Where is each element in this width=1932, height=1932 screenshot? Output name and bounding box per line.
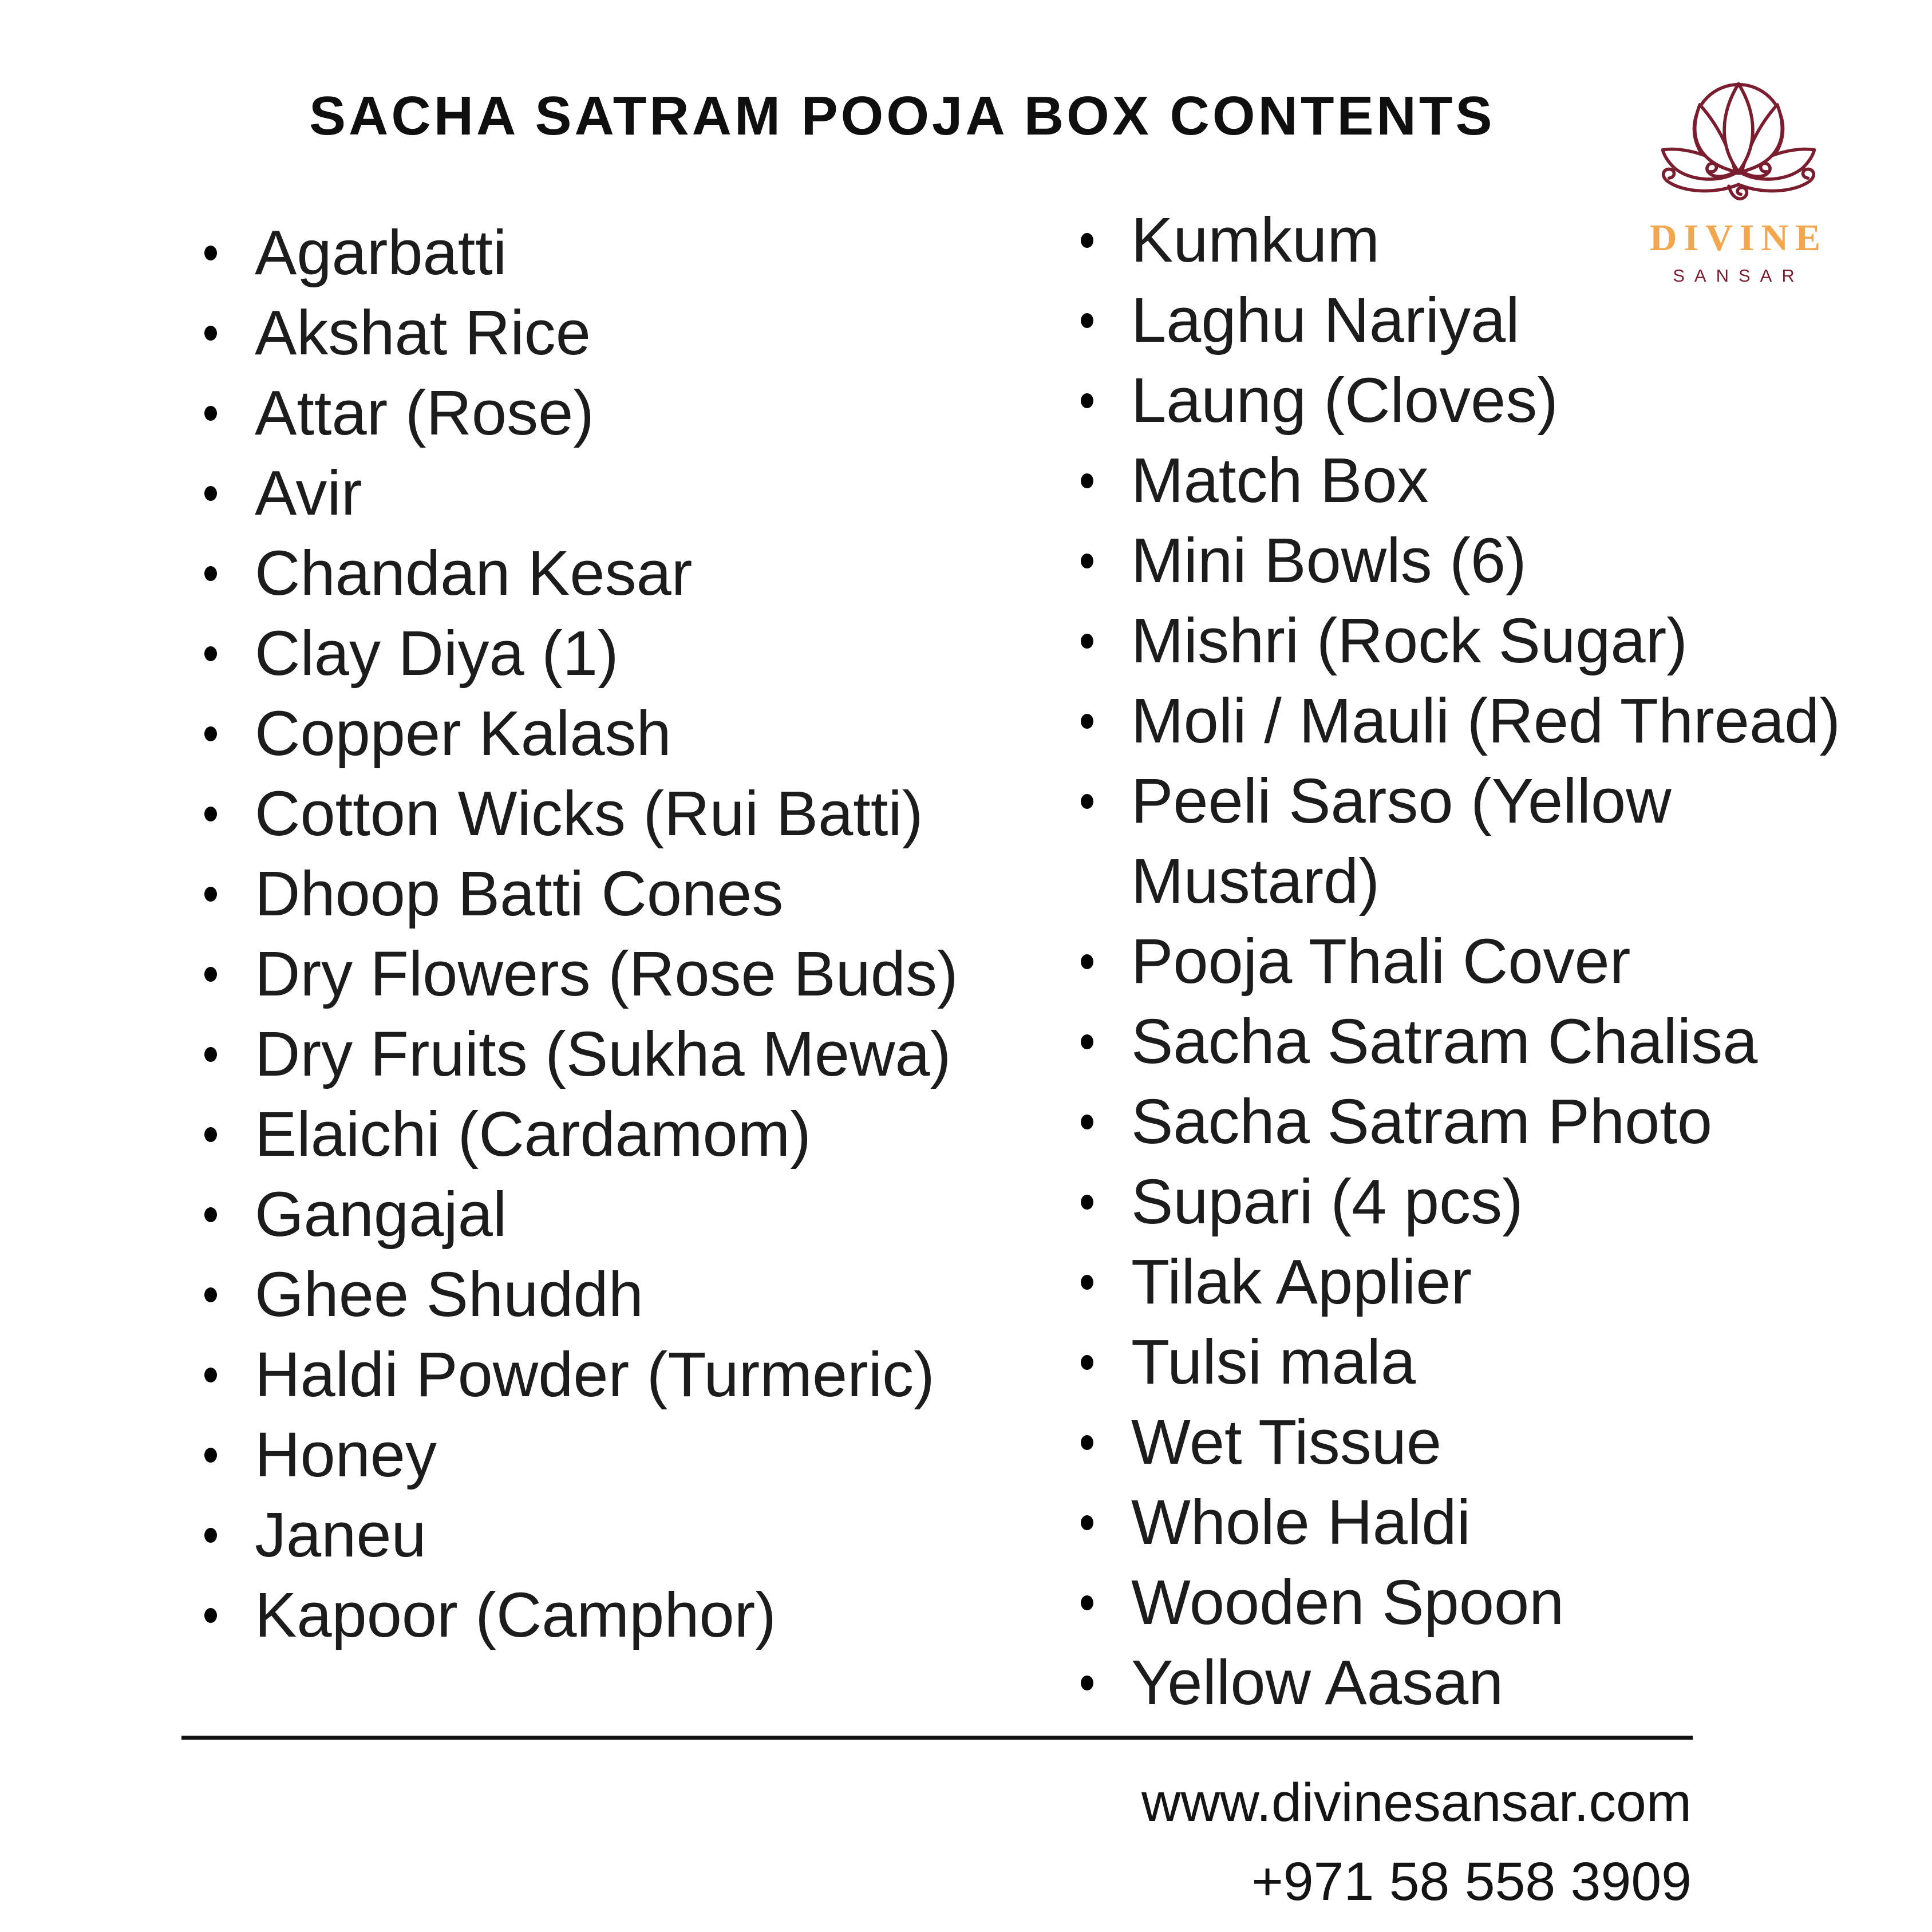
bullet-icon — [204, 246, 217, 260]
list-item-label: Yellow Aasan — [1131, 1647, 1504, 1718]
lotus-icon — [1635, 70, 1842, 213]
list-item-label: Elaichi (Cardamom) — [255, 1099, 811, 1170]
list-item — [1081, 280, 1882, 361]
list-item-label: Kapoor (Camphor) — [255, 1580, 776, 1650]
list-item-label: Mini Bowls (6) — [1131, 526, 1527, 596]
list-item — [204, 373, 1081, 453]
list-item-label: Pooja Thali Cover — [1131, 926, 1631, 997]
list-item — [1081, 1082, 1882, 1162]
list-item-label: Tulsi mala — [1131, 1327, 1416, 1397]
page-title: SACHA SATRAM POOJA BOX CONTENTS — [309, 85, 1495, 147]
list-item-label: Moli / Mauli (Red Thread) — [1131, 686, 1840, 756]
list-item — [204, 1255, 1081, 1335]
list-item-label: Dry Fruits (Sukha Mewa) — [255, 1019, 951, 1089]
list-item-label: Sacha Satram Chalisa — [1131, 1006, 1758, 1077]
bullet-icon — [1081, 1515, 1093, 1530]
list-item-label: Akshat Rice — [255, 298, 591, 368]
list-item-label: Dhoop Batti Cones — [255, 859, 784, 929]
bullet-icon — [204, 1448, 217, 1463]
bullet-icon — [1081, 1034, 1093, 1049]
bullet-icon — [1081, 393, 1093, 408]
list-item-label: Avir — [255, 458, 362, 528]
list-item-label: Wooden Spoon — [1131, 1567, 1564, 1638]
list-item — [204, 694, 1081, 774]
list-item-label: Dry Flowers (Rose Buds) — [255, 939, 958, 1009]
contents-lists — [204, 200, 1882, 1723]
list-item — [1081, 521, 1882, 601]
list-item — [1081, 1563, 1882, 1643]
list-item-label: Supari (4 pcs) — [1131, 1167, 1523, 1237]
bullet-icon — [1081, 1355, 1093, 1370]
brand-name: DIVINE — [1649, 217, 1828, 259]
list-item-label: Sacha Satram Photo — [1131, 1086, 1713, 1157]
list-item-label: Whole Haldi — [1131, 1487, 1471, 1558]
footer — [1141, 1763, 1692, 1921]
bullet-icon — [1081, 634, 1093, 649]
list-item-label: Janeu — [255, 1500, 426, 1570]
bullet-icon — [204, 967, 217, 982]
bullet-icon — [204, 406, 217, 421]
bullet-icon — [204, 1528, 217, 1543]
list-item-label: Honey — [255, 1420, 437, 1490]
list-item — [1081, 200, 1882, 280]
bullet-icon — [1081, 1595, 1093, 1610]
list-item-label: Gangajal — [255, 1179, 507, 1250]
bullet-icon — [204, 1207, 217, 1222]
list-item — [1081, 441, 1882, 521]
list-item — [1081, 1242, 1882, 1322]
bullet-icon — [1081, 794, 1093, 809]
list-item-label: Attar (Rose) — [255, 378, 594, 448]
list-item — [204, 614, 1081, 694]
list-item-label: Chandan Kesar — [255, 538, 693, 609]
list-item — [1081, 1002, 1882, 1082]
bullet-icon — [204, 1287, 217, 1302]
list-item — [1081, 1162, 1882, 1242]
bullet-icon — [204, 807, 217, 821]
bullet-icon — [1081, 313, 1093, 328]
list-item-label: Mishri (Rock Sugar) — [1131, 606, 1688, 676]
bullet-icon — [204, 566, 217, 581]
phone-text: +971 58 558 3909 — [1251, 1851, 1692, 1912]
list-item — [1081, 1322, 1882, 1402]
bullet-icon — [1081, 1275, 1093, 1290]
bullet-icon — [1081, 714, 1093, 729]
bullet-icon — [1081, 1115, 1093, 1129]
list-item — [1081, 1483, 1882, 1563]
list-item-label: Agarbatti — [255, 218, 507, 288]
list-item — [1081, 601, 1882, 681]
list-item — [204, 1495, 1081, 1575]
list-item-label: Laghu Nariyal — [1131, 285, 1520, 355]
list-item — [204, 1575, 1081, 1656]
bullet-icon — [204, 1127, 217, 1142]
list-item — [1081, 1643, 1882, 1723]
list-item-label: Cotton Wicks (Rui Batti) — [255, 779, 923, 849]
list-item-label: Wet Tissue — [1131, 1407, 1442, 1477]
bullet-icon — [204, 726, 217, 741]
list-item — [204, 854, 1081, 934]
list-item-label: Peeli Sarso (Yellow Mustard) — [1131, 766, 1672, 916]
bullet-icon — [204, 646, 217, 661]
list-item — [204, 1335, 1081, 1415]
bullet-icon — [1081, 233, 1093, 248]
bullet-icon — [204, 1368, 217, 1382]
list-item-label: Clay Diya (1) — [255, 618, 619, 689]
list-item-label: Kumkum — [1131, 205, 1380, 275]
list-item — [204, 1415, 1081, 1495]
bullet-icon — [204, 887, 217, 902]
list-item — [1081, 761, 1882, 922]
bullet-icon — [1081, 954, 1093, 969]
list-item-label: Haldi Powder (Turmeric) — [255, 1340, 935, 1410]
bullet-icon — [1081, 1676, 1093, 1690]
bullet-icon — [204, 486, 217, 501]
bullet-icon — [1081, 473, 1093, 488]
list-item-label: Copper Kalash — [255, 698, 671, 769]
bullet-icon — [1081, 554, 1093, 568]
bullet-icon — [204, 1608, 217, 1623]
list-item-label: Match Box — [1131, 445, 1429, 516]
list-item — [204, 1175, 1081, 1255]
list-item — [1081, 361, 1882, 441]
list-item — [204, 534, 1081, 614]
list-item — [204, 1095, 1081, 1175]
bullet-icon — [204, 1047, 217, 1062]
brand-subname: SANSAR — [1673, 266, 1804, 286]
list-item-label: Ghee Shuddh — [255, 1259, 643, 1330]
list-item — [1081, 681, 1882, 761]
bullet-icon — [1081, 1435, 1093, 1450]
list-item — [204, 774, 1081, 854]
list-item-label: Laung (Cloves) — [1131, 365, 1558, 436]
list-item — [204, 1014, 1081, 1095]
list-item — [204, 453, 1081, 534]
website-text: www.divinesansar.com — [1141, 1772, 1692, 1833]
list-item — [204, 934, 1081, 1014]
list-item — [1081, 922, 1882, 1002]
list-item-label: Tilak Applier — [1131, 1247, 1472, 1317]
contents-list-right — [1081, 200, 1882, 1723]
list-item — [204, 213, 1081, 293]
bullet-icon — [204, 326, 217, 341]
bullet-icon — [1081, 1195, 1093, 1210]
contents-list-left — [204, 200, 1081, 1656]
list-item — [204, 293, 1081, 373]
divider-rule — [181, 1736, 1693, 1740]
list-item — [1081, 1402, 1882, 1483]
